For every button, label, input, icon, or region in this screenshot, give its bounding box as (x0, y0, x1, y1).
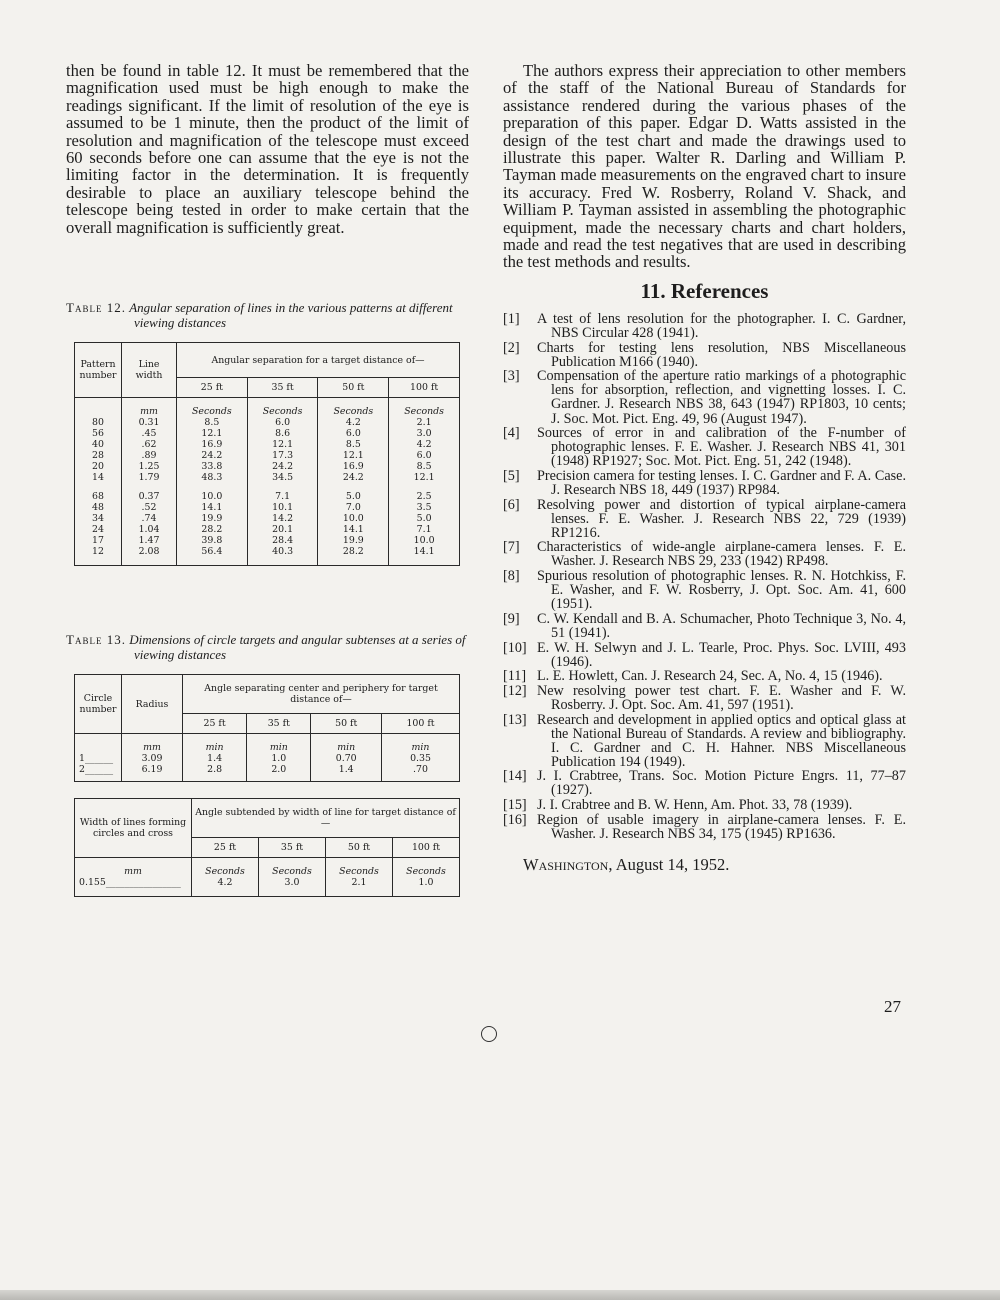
table-unit: min (411, 742, 430, 754)
table-cell: 3.09 (141, 753, 163, 765)
table-cell: 2.5 (416, 491, 432, 503)
reference-item (503, 469, 906, 497)
table-cell: 1.0 (271, 753, 287, 765)
table-cell: 6.19 (141, 764, 163, 776)
table-cell: 24.2 (201, 450, 223, 462)
table-cell: 0.155________________ (79, 877, 181, 889)
table-cell: 2.08 (138, 546, 160, 558)
reference-item (503, 669, 906, 683)
table-unit: mm (140, 406, 158, 418)
table-cell: 2.8 (207, 764, 223, 776)
table-cell: 19.9 (201, 513, 223, 525)
table-13-head-35ft: 35 ft (247, 714, 311, 734)
table-cell: 1.25 (138, 461, 160, 473)
table-13-sub-col-35ft (259, 858, 326, 897)
table-cell: 12.1 (272, 439, 294, 451)
reference-text: E. W. H. Selwyn and J. L. Tearle, Proc. Phys. Soc. LVIII, 493 (1946). (537, 639, 906, 670)
table-cell: 7.1 (416, 524, 432, 536)
table-cell: 12.1 (201, 428, 223, 440)
reference-number: [8] (503, 568, 520, 585)
table-13-caption (66, 632, 469, 662)
table-13-head-50ft: 50 ft (311, 714, 382, 734)
table-cell: .74 (141, 513, 157, 525)
reference-number: [12] (503, 682, 527, 699)
reference-text: J. I. Crabtree, Trans. Soc. Motion Picture Engrs. 11, 77–87 (1927). (537, 768, 906, 799)
table-cell: 8.5 (204, 417, 220, 429)
table-cell: 68 (92, 491, 104, 503)
table-12-caption-text: Angular separation of lines in the various patterns at different viewing distances (129, 300, 453, 331)
reference-item (503, 798, 906, 812)
table-cell: 14 (92, 472, 104, 484)
table-cell: 4.2 (416, 439, 432, 451)
reference-number: [14] (503, 768, 527, 785)
reference-text: Resolving power and distortion of typical airplane-camera lenses. F. E. Washer. J. Research NBS 22, 729 (1939) RP1216. (537, 496, 906, 541)
reference-text: J. I. Crabtree and B. W. Henn, Am. Phot. 33, 78 (1939). (537, 797, 853, 814)
page-number: 27 (884, 997, 901, 1016)
table-13-head-circle: Circle number (75, 675, 122, 734)
table-13-head-100ft: 100 ft (382, 714, 460, 734)
table-cell: 12 (92, 546, 104, 558)
table-cell: 14.1 (342, 524, 364, 536)
table-unit: Seconds (262, 406, 303, 418)
table-cell: 3.0 (284, 877, 300, 889)
table-13-head-25ft: 25 ft (183, 714, 247, 734)
references-heading: 11. References (640, 278, 769, 303)
table-cell: .62 (141, 439, 157, 451)
table-cell: 7.0 (345, 502, 361, 514)
table-cell: 24 (92, 524, 104, 536)
table-cell: 56 (92, 428, 104, 440)
table-13-sub-head-width: Width of lines forming circles and cross (75, 799, 192, 858)
reference-number: [9] (503, 610, 520, 627)
table-cell: 19.9 (342, 535, 364, 547)
table-13-label: Table 13. (66, 632, 126, 648)
reference-text: Spurious resolution of photographic lenses. R. N. Hotchkiss, F. E. Washer, and F. W. Rosberry, J. Opt. Soc. Am. 41, 600 (1951). (537, 568, 906, 613)
table-13-col-35ft (247, 734, 311, 782)
table-unit: Seconds (333, 406, 374, 418)
table-12-head-25ft: 25 ft (177, 378, 248, 398)
table-unit: mm (124, 866, 142, 878)
reference-item (503, 713, 906, 769)
page-edge (0, 1290, 1000, 1300)
table-cell: 24.2 (272, 461, 294, 473)
table-cell: 28.2 (201, 524, 223, 536)
reference-text: Compensation of the aperture ratio markings of a photographic lens for absorption, reflection, and vignetting losses. I. C. Gardner. J. Research NBS 38, 643 (1947) RP1803, 10 cents; J. Soc. Mot. Pict. Eng. 49, 96 (August 1947). (537, 368, 906, 427)
table-cell: 17 (92, 535, 104, 547)
table-12-head-group: Angular separation for a target distance of— (177, 343, 460, 378)
table-cell: .89 (141, 450, 157, 462)
table-13-head-group: Angle separating center and periphery for target distance of— (183, 675, 460, 714)
table-cell: .70 (413, 764, 428, 776)
reference-text: Research and development in applied optics and optical glass at the National Bureau of Standards. A review and bibliography. I. C. Gardner and C. H. Hahner. NBS Miscellaneous Publication 194 (1949). (537, 711, 906, 770)
table-cell: 28 (92, 450, 104, 462)
table-13-sub-head-group: Angle subtended by width of line for target distance of— (192, 799, 460, 838)
table-cell: 3.0 (416, 428, 432, 440)
table-cell: 14.1 (201, 502, 223, 514)
table-12-label: Table 12. (66, 300, 126, 316)
table-13-sub-head-35ft: 35 ft (259, 838, 326, 858)
table-cell: 16.9 (342, 461, 364, 473)
table-cell: 40.3 (272, 546, 294, 558)
table-cell: 5.0 (345, 491, 361, 503)
table-unit: Seconds (192, 406, 232, 418)
table-cell: 10.0 (201, 491, 223, 503)
table-cell: 34.5 (272, 472, 294, 484)
reference-item (503, 569, 906, 611)
table-cell: 24.2 (342, 472, 364, 484)
table-unit: Seconds (406, 866, 446, 878)
reference-text: Sources of error in and calibration of the F-number of photographic lenses. F. E. Washer. J. Research NBS 41, 301 (1948) RP1927; Soc. Mot. Pict. Eng. 51, 242 (1948). (537, 425, 906, 470)
table-cell: 6.0 (345, 428, 361, 440)
table-13-col-25ft (183, 734, 247, 782)
reference-item (503, 540, 906, 568)
table-13-sub-col-25ft (192, 858, 259, 897)
reference-item (503, 498, 906, 540)
table-cell: 10.0 (413, 535, 435, 547)
dateline-place: Washington, (523, 854, 613, 874)
table-cell: 56.4 (201, 546, 223, 558)
reference-item (503, 769, 906, 797)
table-cell: 28.2 (342, 546, 364, 558)
reference-number: [15] (503, 797, 527, 814)
table-13-col-radius (122, 734, 183, 782)
table-cell: 20.1 (272, 524, 294, 536)
table-cell: 0.37 (138, 491, 160, 503)
table-cell: 4.2 (217, 877, 233, 889)
table-cell: 0.70 (335, 753, 357, 765)
table-cell: 48.3 (201, 472, 223, 484)
table-12-caption (66, 300, 469, 330)
table-cell: 1.79 (138, 472, 160, 484)
table-13-head-radius: Radius (122, 675, 183, 734)
reference-number: [1] (503, 310, 520, 327)
table-cell: 0.35 (410, 753, 431, 765)
table-13-col-50ft (311, 734, 382, 782)
table-13 (74, 674, 460, 782)
table-cell: 1.0 (418, 877, 434, 889)
reference-item (503, 341, 906, 369)
reference-number: [10] (503, 639, 527, 656)
table-cell: 14.1 (413, 546, 435, 558)
table-cell: 48 (92, 502, 104, 514)
left-column (66, 62, 469, 897)
table-cell: 8.6 (275, 428, 291, 440)
table-12 (74, 342, 460, 566)
reference-text: Characteristics of wide-angle airplane-camera lenses. F. E. Washer. J. Research NBS 29, 233 (1942) RP498. (537, 539, 906, 570)
reference-number: [2] (503, 339, 520, 356)
table-12-head-width: Line width (122, 343, 177, 398)
table-cell: 5.0 (416, 513, 432, 525)
table-13-sub-head-25ft: 25 ft (192, 838, 259, 858)
table-cell: 10.1 (272, 502, 294, 514)
table-12-col-width (122, 398, 177, 566)
table-unit: Seconds (272, 866, 312, 878)
circle-mark (481, 1026, 497, 1042)
table-12-head-pattern: Pattern number (75, 343, 122, 398)
reference-text: A test of lens resolution for the photographer. I. C. Gardner, NBS Circular 428 (1941). (537, 310, 906, 341)
table-cell: 14.2 (272, 513, 294, 525)
table-12-head-50ft: 50 ft (318, 378, 389, 398)
table-cell: 17.3 (272, 450, 294, 462)
table-cell: 1.47 (138, 535, 160, 547)
table-cell: 80 (92, 417, 104, 429)
table-cell: 12.1 (342, 450, 364, 462)
table-12-head-100ft: 100 ft (389, 378, 460, 398)
left-paragraph: then be found in table 12. It must be remembered that the magnification used must be high enough to make the readings significant. If the limit of resolution of the eye is assumed to be 1 minute, then the product of the limit of resolution and magnification of the telescope must exceed 60 seconds before one can assume that the eye is not the limiting factor in the determination. It is frequently desirable to place an auxiliary telescope behind the telescope being tested in order to make certain that the overall magnification is sufficiently great. (66, 61, 469, 237)
table-cell: 8.5 (416, 461, 432, 473)
table-12-col-pattern (75, 398, 122, 566)
table-cell: 2______ (79, 764, 114, 776)
table-cell: 40 (92, 439, 104, 451)
table-cell: 1.04 (138, 524, 160, 536)
table-13-sub-col-100ft (393, 858, 460, 897)
reference-item (503, 612, 906, 640)
reference-number: [3] (503, 368, 520, 385)
table-unit: Seconds (339, 866, 379, 878)
table-13-col-100ft (382, 734, 460, 782)
table-13-sub-col-width (75, 858, 192, 897)
table-unit: min (337, 742, 356, 754)
table-cell: 3.5 (416, 502, 432, 514)
table-unit: mm (143, 742, 161, 754)
reference-text: C. W. Kendall and B. A. Schumacher, Photo Technique 3, No. 4, 51 (1941). (537, 610, 906, 641)
table-cell: 2.1 (416, 417, 432, 429)
table-cell: 20 (92, 461, 104, 473)
table-cell: 33.8 (201, 461, 223, 473)
reference-item (503, 641, 906, 669)
reference-item (503, 813, 906, 841)
table-cell: 6.0 (416, 450, 432, 462)
reference-number: [7] (503, 539, 520, 556)
table-cell: 34 (92, 513, 104, 525)
table-cell: .52 (141, 502, 157, 514)
table-12-col-50ft (318, 398, 389, 566)
table-13-sub-head-50ft: 50 ft (326, 838, 393, 858)
reference-text: L. E. Howlett, Can. J. Research 24, Sec. A, No. 4, 15 (1946). (537, 668, 883, 685)
table-13-sub-col-50ft (326, 858, 393, 897)
reference-text: Region of usable imagery in airplane-camera lenses. F. E. Washer. J. Research NBS 34, 175 (1945) RP1636. (537, 811, 906, 842)
table-cell: 39.8 (201, 535, 223, 547)
reference-text: New resolving power test chart. F. E. Washer and F. W. Rosberry. J. Opt. Soc. Am. 41, 597 (1951). (537, 682, 906, 713)
reference-text: Precision camera for testing lenses. I. C. Gardner and F. A. Case. J. Research NBS 18, 449 (1937) RP984. (537, 467, 906, 498)
reference-item (503, 312, 906, 340)
right-column (503, 62, 906, 875)
table-cell: 2.0 (271, 764, 287, 776)
table-unit: min (269, 742, 288, 754)
table-cell: 4.2 (345, 417, 361, 429)
reference-text: Charts for testing lens resolution, NBS Miscellaneous Publication M166 (1940). (537, 339, 906, 370)
table-12-col-25ft (177, 398, 248, 566)
table-cell: 8.5 (345, 439, 361, 451)
table-cell: 16.9 (201, 439, 223, 451)
reference-item (503, 426, 906, 468)
table-cell: 1______ (79, 753, 114, 765)
table-unit: Seconds (205, 866, 245, 878)
table-13-sub-head-100ft: 100 ft (393, 838, 460, 858)
dateline-date: August 14, 1952. (615, 854, 730, 874)
reference-item (503, 684, 906, 712)
acknowledgments-paragraph: The authors express their appreciation to other members of the staff of the National Bureau of Standards for assistance rendered during the various phases of the preparation of this paper. Edgar D. Watts assisted in the design of the test chart and made the drawings used to illustrate this paper. Walter R. Darling and William P. Tayman made measurements on the engraved chart to insure its accuracy. Fred W. Rosberry, Roland V. Shack, and William P. Tayman assisted in assembling the photographic equipment, made the necessary charts and chart holders, made and read the test negatives that are used in describing the test methods and results. (503, 61, 906, 272)
table-unit: min (205, 742, 224, 754)
reference-number: [16] (503, 811, 527, 828)
reference-item (503, 369, 906, 425)
table-cell: 28.4 (272, 535, 294, 547)
reference-number: [13] (503, 711, 527, 728)
table-cell: .45 (141, 428, 157, 440)
reference-number: [6] (503, 496, 520, 513)
table-13-col-circle (75, 734, 122, 782)
table-cell: 7.1 (275, 491, 291, 503)
table-cell: 0.31 (138, 417, 160, 429)
reference-number: [11] (503, 668, 527, 685)
table-13-caption-text: Dimensions of circle targets and angular subtenses at a series of viewing distances (129, 632, 466, 663)
reference-number: [4] (503, 425, 520, 442)
table-cell: 1.4 (338, 764, 354, 776)
dateline (523, 855, 906, 875)
table-unit: Seconds (404, 406, 444, 418)
table-12-col-100ft (389, 398, 460, 566)
table-cell: 1.4 (207, 753, 223, 765)
references-list (503, 312, 906, 841)
table-cell: 6.0 (275, 417, 291, 429)
reference-number: [5] (503, 467, 520, 484)
table-cell: 10.0 (342, 513, 364, 525)
table-12-col-35ft (247, 398, 318, 566)
table-cell: 12.1 (413, 472, 435, 484)
table-12-head-35ft: 35 ft (247, 378, 318, 398)
table-cell: 2.1 (351, 877, 367, 889)
table-13-line-width (74, 798, 460, 897)
